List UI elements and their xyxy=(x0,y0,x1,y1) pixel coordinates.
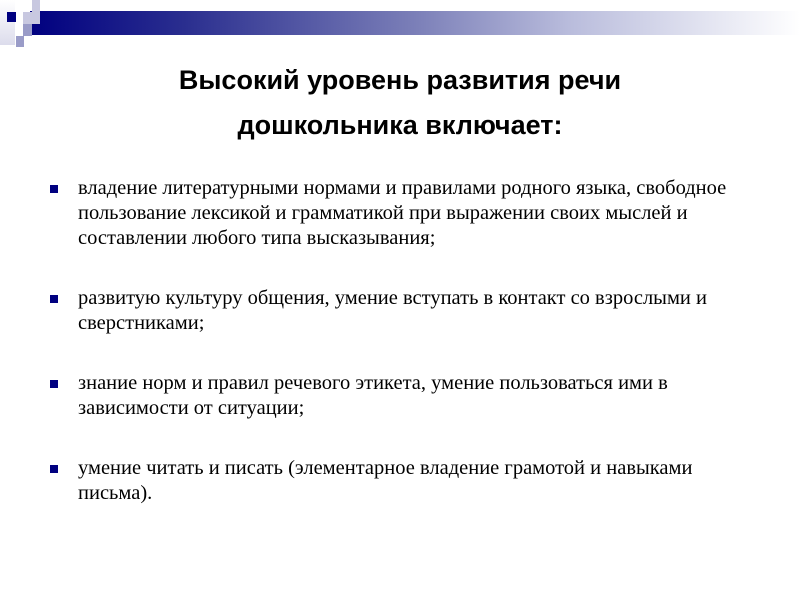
square-bullet-icon xyxy=(50,185,58,193)
square-bullet-icon xyxy=(50,295,58,303)
list-item-text: развитую культуру общения, умение вступать в контакт со взрослыми и сверстниками; xyxy=(78,287,707,334)
square-bullet-icon xyxy=(50,380,58,388)
list-item-text: знание норм и правил речевого этикета, умение пользоваться ими в зависимости от ситуации; xyxy=(78,372,668,419)
list-item xyxy=(50,286,758,336)
list-item-text: владение литературными нормами и правилами родного языка, свободное пользование лексикой и грамматикой при выражении своих мыслей и составлении любого типа высказывания; xyxy=(78,177,727,249)
title-line: Высокий уровень развития речи xyxy=(178,65,622,95)
list-item xyxy=(50,371,728,421)
title-line: дошкольника включает: xyxy=(237,110,563,140)
square-bullet-icon xyxy=(50,465,58,473)
list-item-text: умение читать и писать (элементарное владение грамотой и навыками письма). xyxy=(78,457,693,504)
decorative-square xyxy=(16,36,24,47)
decorative-square xyxy=(7,12,16,22)
header-gradient-bar xyxy=(30,11,800,35)
slide-title xyxy=(0,58,800,148)
decorative-square xyxy=(0,0,15,45)
decorative-square xyxy=(23,24,32,36)
decorative-square xyxy=(32,0,40,24)
list-item xyxy=(50,456,768,506)
list-item xyxy=(50,176,758,251)
bullet-list xyxy=(50,176,750,541)
